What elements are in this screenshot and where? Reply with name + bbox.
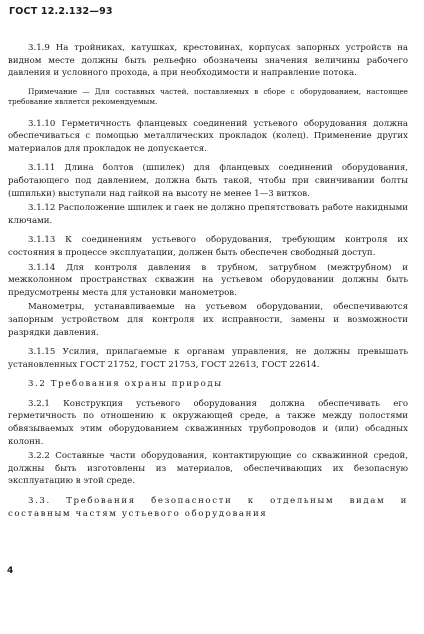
clause-3-1-11: 3.1.11 Длина болтов (шпилек) для фланцевых соединений оборудования, работающего под давлением, должна быть такой, чтобы при свинчивании болты (шпильки) выступали над гайкой на высоту не менее 1—3 витков. bbox=[8, 163, 408, 199]
clause-3-1-14: 3.1.14 Для контроля давления в трубном, затрубном (межтрубном) и межколонном пространствах скважин на устьевом оборудовании должны быть предусмотрены места для установки манометров. bbox=[8, 262, 408, 298]
clause-3-1-10: 3.1.10 Герметичность фланцевых соединений устьевого оборудования должна обеспечиваться с помощью металлических прокладок (колец). Применение других материалов для прокладок не допускается. bbox=[8, 118, 408, 154]
manometer-paragraph: Манометры, устанавливаемые на устьевом оборудовании, обеспечиваются запорным устройством для контроля их исправности, замены и возможности разрядки давления. bbox=[8, 302, 408, 338]
clause-3-1-15: 3.1.15 Усилия, прилагаемые к органам управления, не должны превышать установленных ГОСТ 21752, ГОСТ 21753, ГОСТ 22613, ГОСТ 22614. bbox=[8, 347, 408, 370]
clause-3-1-13: 3.1.13 К соединениям устьевого оборудования, требующим контроля их состояния в процессе эксплуатации, должен быть обеспечен свободный доступ. bbox=[8, 235, 408, 258]
clause-3-2-1: 3.2.1 Конструкция устьевого оборудования должна обеспечивать его герметичность по отношению к окружающей среде, а также между полостями обвязываемых этим оборудованием скважинных трубопроводов и (или) обсадных колонн. bbox=[8, 398, 408, 447]
clause-3-1-9: 3.1.9 На тройниках, катушках, крестовинах, корпусах запорных устройств на видном месте должны быть рельефно обозначены значения величины рабочего давления и условного прохода, а при необходимости и направление потока. bbox=[8, 43, 408, 79]
section-3-2-heading: 3.2 Требования охраны природы bbox=[28, 379, 223, 390]
document-code: ГОСТ 12.2.132—93 bbox=[9, 6, 113, 17]
page-number: 4 bbox=[7, 566, 14, 576]
note-paragraph: Примечание — Для составных частей, поставляемых в сборе с оборудованием, настоящее требование является рекомендуемым. bbox=[8, 86, 408, 107]
section-3-3-heading: 3.3. Требования безопасности к отдельным видам и составным частям устьевого оборудования bbox=[8, 496, 408, 519]
clause-3-1-12: 3.1.12 Расположение шпилек и гаек не должно препятствовать работе накидными ключами. bbox=[8, 203, 408, 226]
document-body bbox=[8, 42, 408, 527]
clause-3-2-2: 3.2.2 Составные части оборудования, контактирующие со скважинной средой, должны быть изготовлены из материалов, обеспечивающих их безопасную эксплуатацию в этой среде. bbox=[8, 451, 408, 487]
